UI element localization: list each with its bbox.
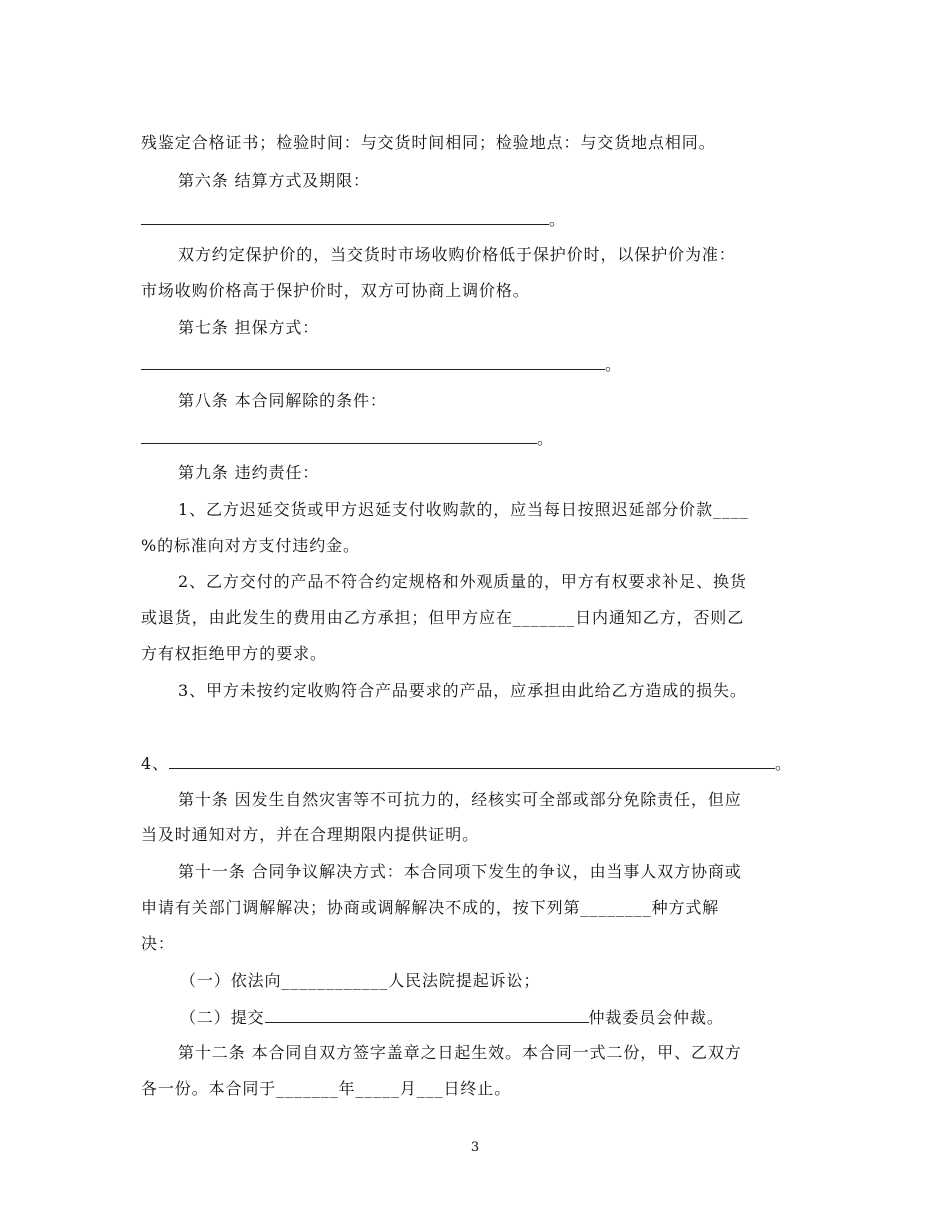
page-number: 3 <box>470 1140 480 1155</box>
text-line: 市场收购价格高于保护价时，双方可协商上调价格。 <box>141 281 530 300</box>
period: 。 <box>549 210 566 229</box>
text-line: 决： <box>141 934 175 953</box>
text-line: %的标准向对方支付违约金。 <box>141 536 360 555</box>
text-line: 残鉴定合格证书；检验时间：与交货时间相同；检验地点：与交货地点相同。 <box>141 133 716 152</box>
blank-line-guarantee <box>141 353 622 375</box>
item-number: 4、 <box>141 754 169 773</box>
text-line: 方有权拒绝甲方的要求。 <box>141 644 327 663</box>
blank-line-settlement <box>141 208 566 230</box>
article-6-heading: 第六条 结算方式及期限： <box>178 171 370 190</box>
text-line: 双方约定保护价的，当交货时市场收购价格低于保护价时，以保护价为准： <box>178 245 736 264</box>
fill-blank[interactable] <box>141 427 537 444</box>
article-9-heading: 第九条 违约责任： <box>178 463 320 482</box>
article-8-heading: 第八条 本合同解除的条件： <box>178 391 387 410</box>
text-line: 申请有关部门调解解决；协商或调解解决不成的，按下列第________种方式解 <box>141 898 720 917</box>
text-line: 3、甲方未按约定收购符合产品要求的产品，应承担由此给乙方造成的损失。 <box>178 681 747 700</box>
fill-blank[interactable] <box>169 752 775 769</box>
article-7-heading: 第七条 担保方式： <box>178 318 320 337</box>
fill-blank[interactable] <box>141 208 549 225</box>
article-12: 第十二条 本合同自双方签字盖章之日起生效。本合同一式二份，甲、乙双方 <box>178 1043 742 1062</box>
text-line: 各一份。本合同于_______年_____月___日终止。 <box>141 1079 512 1098</box>
article-11: 第十一条 合同争议解决方式：本合同项下发生的争议，由当事人双方协商或 <box>178 862 742 881</box>
fill-blank[interactable] <box>265 1006 589 1023</box>
blank-line-item-4 <box>141 752 792 774</box>
blank-line-termination <box>141 427 554 449</box>
fill-blank[interactable] <box>141 353 605 370</box>
option-2 <box>180 1006 724 1028</box>
option-2-label: （二）提交 <box>180 1008 265 1027</box>
text-line: 1、乙方迟延交货或甲方迟延支付收购款的，应当每日按照迟延部分价款____ <box>178 500 749 519</box>
period: 。 <box>537 429 554 448</box>
text-line: 或退货，由此发生的费用由乙方承担；但甲方应在_______日内通知乙方，否则乙 <box>141 608 745 627</box>
text-line: 当及时通知对方，并在合理期限内提供证明。 <box>141 825 480 844</box>
period: 。 <box>774 754 792 773</box>
option-2-suffix: 仲裁委员会仲裁。 <box>588 1008 724 1027</box>
text-line: 2、乙方交付的产品不符合约定规格和外观质量的，甲方有权要求补足、换货 <box>178 572 747 591</box>
option-1: （一）依法向____________人民法院提起诉讼； <box>180 971 541 990</box>
article-10: 第十条 因发生自然灾害等不可抗力的，经核实可全部或部分免除责任，但应 <box>178 790 742 809</box>
period: 。 <box>605 355 622 374</box>
